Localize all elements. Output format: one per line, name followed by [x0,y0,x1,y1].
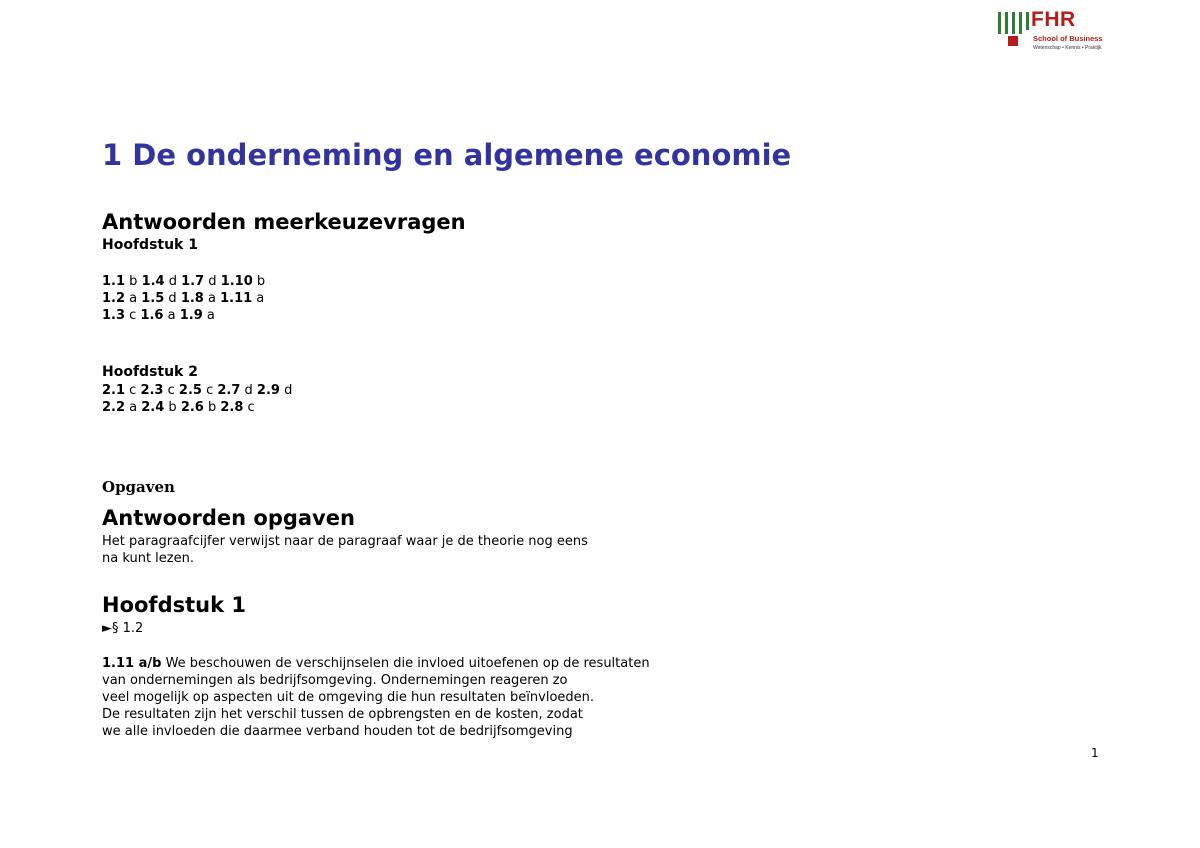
opgaven-label: Opgaven [102,478,175,496]
opgaven-intro-line-2: na kunt lezen. [102,551,194,566]
question-number: 2.9 [256,383,280,398]
question-number: 2.7 [217,383,241,398]
opgaven-heading: Antwoorden opgaven [102,506,355,530]
answer-letter: a [125,291,142,306]
question-number: 1.11 [220,291,253,306]
question-number: 2.1 [102,383,126,398]
fhr-logo [998,8,1102,52]
answer-letter: b [203,400,221,415]
answer-line-3: veel mogelijk op aspecten uit de omgeving die hun resultaten beïnvloeden. [102,690,595,705]
answer-letter: c [125,308,141,323]
answer-letter: c [201,383,218,398]
answer-line-2: van ondernemingen als bedrijfsomgeving. Ondernemingen reageren zo [102,673,568,688]
question-number: 1.6 [140,308,164,323]
ch2-label: Hoofdstuk 2 [102,364,198,380]
mc-heading: Antwoorden meerkeuzevragen [102,210,466,234]
answer-letter: b [164,400,181,415]
ch1-answer-row [102,273,265,290]
answer-line-5: we alle invloeden die daarmee verband houden tot de bedrijfsomgeving [102,724,573,739]
question-number: 1.4 [141,274,165,289]
answer-letter: b [125,274,142,289]
question-number: 1.2 [102,291,126,306]
ch1-answer-row [102,290,265,307]
document-title: 1 De onderneming en algemene economie [102,138,792,172]
question-number: 1.3 [102,308,126,323]
answer-letter: d [164,274,182,289]
ch2-answer-row [102,382,292,399]
question-number: 1.5 [141,291,165,306]
logo-brand: FHR [1031,8,1076,31]
answer-letter: c [163,383,179,398]
ch2-answers [102,382,292,416]
answer-letter: c [243,400,255,415]
answer-text-1: We beschouwen de verschijnselen die invloed uitoefenen op de resultaten [165,656,650,671]
ch2-answer-row [102,399,292,416]
answer-line-4: De resultaten zijn het verschil tussen de opbrengsten en de kosten, zodat [102,707,583,722]
answer-letter: d [164,291,181,306]
answer-line-1 [102,655,650,672]
question-number: 2.2 [102,400,126,415]
question-number: 1.8 [180,291,204,306]
logo-tagline: Wetenschap • Kennis • Praktijk [1033,45,1102,51]
answer-letter: a [203,291,221,306]
question-number: 1.7 [181,274,205,289]
answer-letter: a [125,400,142,415]
logo-bars-icon [998,12,1028,34]
answer-letter: d [279,383,293,398]
answer-number: 1.11 a/b [102,656,162,671]
page-number: 1 [1091,746,1099,760]
question-number: 1.1 [102,274,126,289]
question-number: 1.9 [179,308,203,323]
section-reference: ►§ 1.2 [102,621,144,636]
chapter-heading: Hoofdstuk 1 [102,593,246,617]
answer-letter: b [252,274,266,289]
opgaven-intro-line-1: Het paragraafcijfer verwijst naar de paragraaf waar je de theorie nog eens [102,534,588,549]
question-number: 2.8 [220,400,244,415]
question-number: 2.3 [140,383,164,398]
logo-square-icon [1008,36,1018,46]
question-number: 2.6 [180,400,204,415]
answer-letter: d [240,383,257,398]
answer-letter: c [125,383,141,398]
logo-subtitle: School of Business [1033,34,1103,43]
ch1-label: Hoofdstuk 1 [102,237,198,253]
question-number: 2.4 [141,400,165,415]
ch1-answer-row [102,307,265,324]
question-number: 1.10 [220,274,253,289]
answer-letter: a [163,308,180,323]
answer-letter: a [252,291,265,306]
answer-letter: a [202,308,215,323]
answer-letter: d [204,274,221,289]
ch1-answers [102,273,265,324]
question-number: 2.5 [178,383,202,398]
